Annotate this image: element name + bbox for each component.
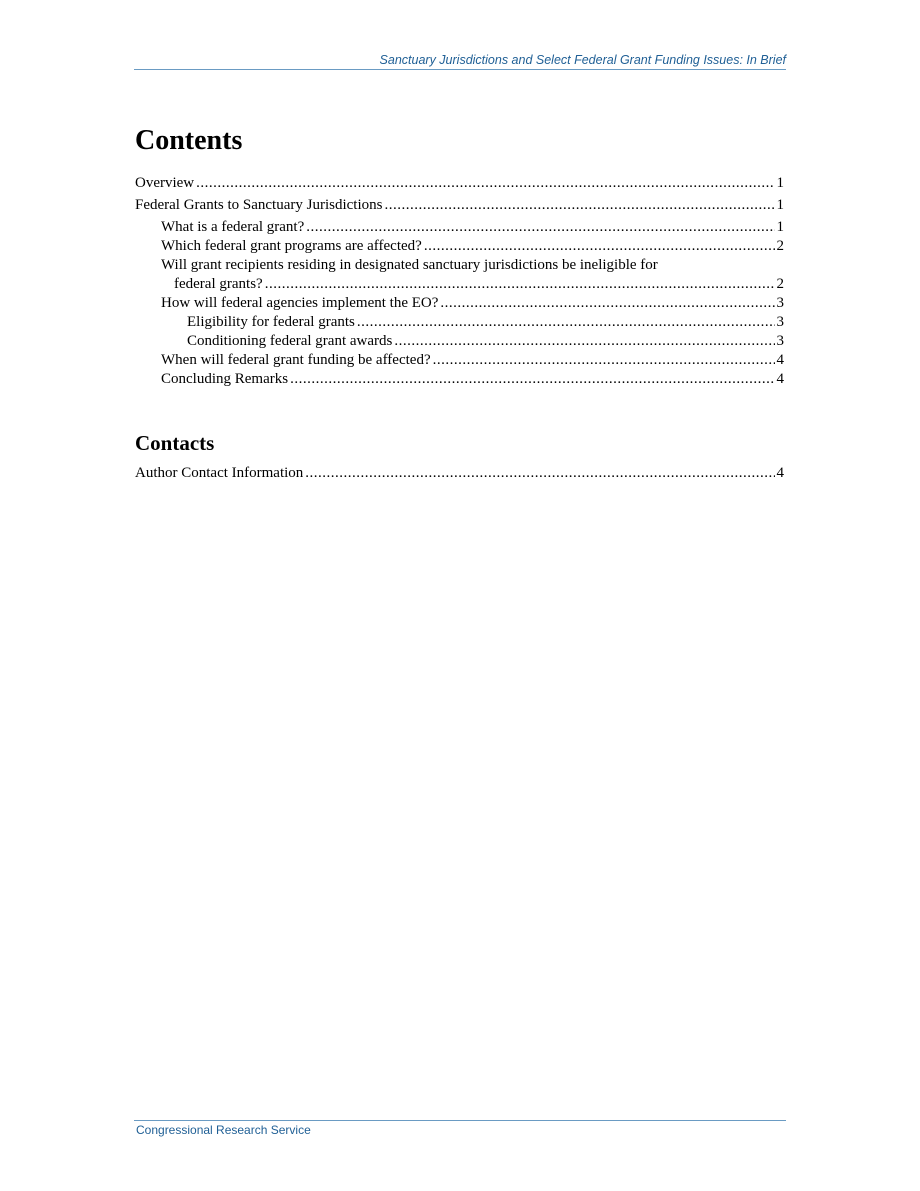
header-divider	[134, 69, 786, 70]
toc-page-number: 3	[776, 295, 784, 311]
toc-entry-label: Conditioning federal grant awards	[187, 333, 393, 349]
toc-entry-label: Author Contact Information	[135, 465, 304, 481]
toc-entry-label: How will federal agencies implement the EO?	[161, 295, 439, 311]
contacts-heading: Contacts	[135, 431, 215, 455]
toc-page-number: 4	[776, 465, 784, 481]
toc-entry-label: Federal Grants to Sanctuary Jurisdictions	[135, 197, 383, 213]
toc-dot-leader	[394, 332, 774, 351]
toc-dot-leader	[196, 174, 774, 193]
toc-page-number: 3	[776, 333, 784, 349]
toc-entry-label: What is a federal grant?	[161, 219, 305, 235]
toc-entry-concluding-remarks[interactable]	[135, 370, 784, 389]
toc-page-number: 2	[776, 238, 784, 254]
contacts-list	[135, 464, 784, 483]
toc-dot-leader	[384, 196, 774, 215]
toc-page-number: 1	[776, 175, 784, 191]
toc-page-number: 2	[776, 276, 784, 292]
toc-entry-label: Overview	[135, 175, 195, 191]
toc-entry-federal-grants-to-sanctuary-jurisdictions[interactable]	[135, 196, 784, 215]
toc-dot-leader	[265, 275, 775, 294]
footer-organization: Congressional Research Service	[136, 1123, 311, 1137]
toc-page-number: 4	[776, 352, 784, 368]
toc-entry-eligibility-for-federal-grants[interactable]	[135, 313, 784, 332]
toc-page-number: 3	[776, 314, 784, 330]
toc-dot-leader	[305, 464, 774, 483]
toc-dot-leader	[433, 351, 775, 370]
toc-entry-label: Concluding Remarks	[161, 371, 289, 387]
toc-entry-when-will-funding-be-affected[interactable]	[135, 351, 784, 370]
toc-entry-label: Which federal grant programs are affected?	[161, 238, 422, 254]
toc-entry-will-recipients-be-ineligible[interactable]	[135, 256, 784, 294]
toc-page-number: 4	[776, 371, 784, 387]
toc-dot-leader	[424, 237, 775, 256]
toc-dot-leader	[357, 313, 775, 332]
toc-entry-how-will-agencies-implement[interactable]	[135, 294, 784, 313]
toc-entry-conditioning-grant-awards[interactable]	[135, 332, 784, 351]
toc-dot-leader	[440, 294, 774, 313]
toc-dot-leader	[290, 370, 774, 389]
toc-entry-label-line1: Will grant recipients residing in designated sanctuary jurisdictions be ineligible for	[161, 257, 658, 273]
toc-entry-overview[interactable]	[135, 174, 784, 193]
toc-entry-what-is-a-federal-grant[interactable]	[135, 218, 784, 237]
toc-page-number: 1	[776, 197, 784, 213]
toc-page-number: 1	[776, 219, 784, 235]
toc-entry-author-contact-information[interactable]	[135, 464, 784, 483]
contents-heading: Contents	[135, 125, 243, 156]
toc-entry-label: Eligibility for federal grants	[187, 314, 355, 330]
toc-entry-label-line2: federal grants?	[174, 276, 263, 292]
running-header-title: Sanctuary Jurisdictions and Select Federal Grant Funding Issues: In Brief	[379, 53, 786, 67]
footer-divider	[134, 1120, 786, 1121]
toc-dot-leader	[306, 218, 774, 237]
table-of-contents	[135, 174, 784, 389]
toc-entry-which-programs-affected[interactable]	[135, 237, 784, 256]
toc-entry-label: When will federal grant funding be affected?	[161, 352, 431, 368]
